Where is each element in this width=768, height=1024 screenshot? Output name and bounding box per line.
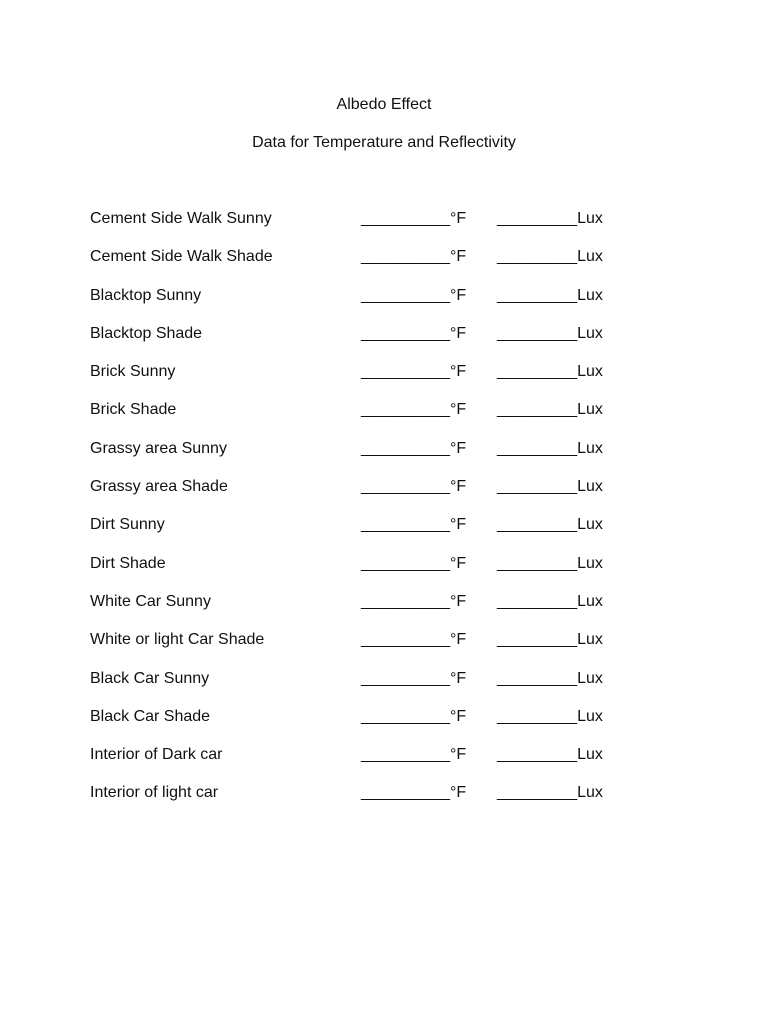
row-label: Brick Sunny [90,363,176,381]
lux-blank: _________Lux [497,707,603,725]
table-row [0,400,768,438]
lux-blank: _________Lux [497,210,603,227]
lux-blank: _________Lux [497,363,603,381]
row-label: White Car Sunny [90,592,211,610]
temperature-blank: __________°F [361,248,467,266]
lux-blank: _________Lux [497,592,603,610]
row-label: Brick Shade [90,401,177,419]
lux-blank: _________Lux [497,401,603,419]
row-label: Black Car Sunny [90,669,210,687]
lux-blank: _________Lux [497,516,603,534]
table-row [0,439,768,477]
document-title: Albedo Effect [336,96,432,113]
lux-blank: _________Lux [497,669,603,687]
temperature-blank: __________°F [361,669,467,687]
table-row [0,209,768,247]
row-label: Blacktop Shade [90,324,203,342]
table-row [0,362,768,400]
row-label: Grassy area Sunny [90,439,227,457]
table-row [0,745,768,783]
lux-blank: _________Lux [497,286,603,304]
temperature-blank: __________°F [361,401,467,419]
temperature-blank: __________°F [361,631,467,649]
table-row [0,707,768,745]
table-row [0,324,768,362]
row-label: Dirt Sunny [90,516,165,534]
temperature-blank: __________°F [361,554,467,572]
temperature-blank: __________°F [361,363,467,381]
temperature-blank: __________°F [361,746,467,764]
table-row [0,554,768,592]
table-row [0,286,768,324]
temperature-blank: __________°F [361,516,467,534]
temperature-blank: __________°F [361,324,467,342]
row-label: Interior of light car [90,784,219,802]
temperature-blank: __________°F [361,286,467,304]
row-label: White or light Car Shade [90,631,265,649]
row-label: Blacktop Sunny [90,286,202,304]
row-label: Interior of Dark car [90,746,223,764]
row-label: Dirt Shade [90,554,166,572]
table-row [0,592,768,630]
row-label: Grassy area Shade [90,478,228,496]
row-label: Cement Side Walk Sunny [90,210,272,227]
temperature-blank: __________°F [361,707,467,725]
temperature-blank: __________°F [361,210,467,227]
table-row [0,247,768,285]
table-row [0,477,768,515]
table-row [0,630,768,668]
temperature-blank: __________°F [361,592,467,610]
row-label: Cement Side Walk Shade [90,248,273,266]
lux-blank: _________Lux [497,478,603,496]
lux-blank: _________Lux [497,784,603,802]
table-row [0,669,768,707]
lux-blank: _________Lux [497,631,603,649]
row-label: Black Car Shade [90,707,211,725]
lux-blank: _________Lux [497,439,603,457]
table-row [0,783,768,821]
temperature-blank: __________°F [361,439,467,457]
document-subtitle: Data for Temperature and Reflectivity [252,134,516,151]
lux-blank: _________Lux [497,324,603,342]
data-table [0,209,768,822]
table-row [0,515,768,553]
lux-blank: _________Lux [497,554,603,572]
lux-blank: _________Lux [497,248,603,266]
temperature-blank: __________°F [361,478,467,496]
temperature-blank: __________°F [361,784,467,802]
lux-blank: _________Lux [497,746,603,764]
